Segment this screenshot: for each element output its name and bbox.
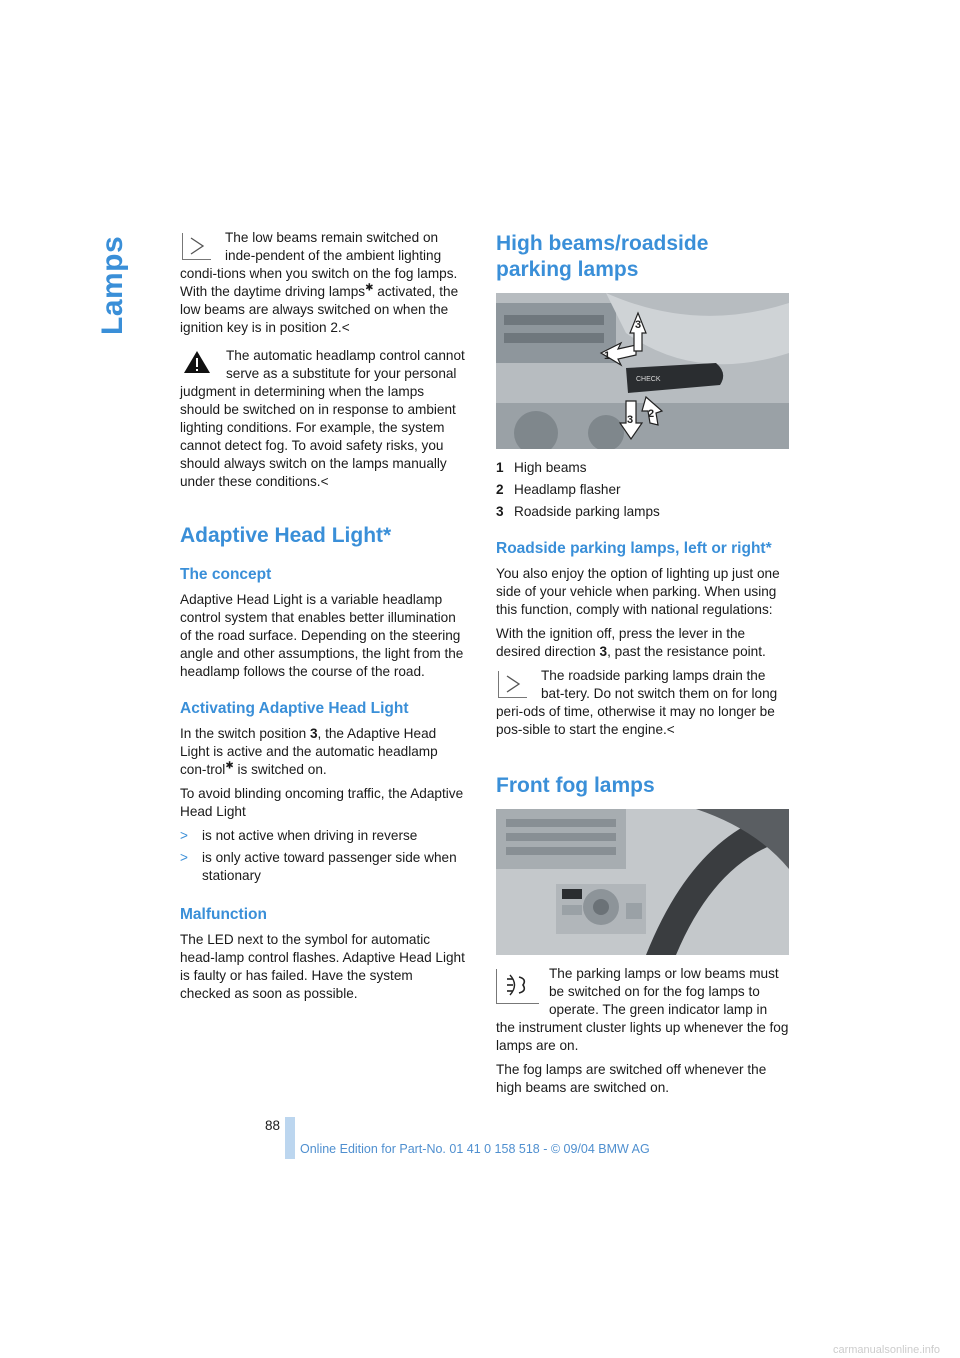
ignition-text: With the ignition off, press the lever in the desired direction 3, past the resistance point. (496, 626, 766, 659)
note-arrow-icon (182, 233, 211, 260)
fog-off-text: The fog lamps are switched off whenever the high beams are switched on. (496, 1062, 767, 1095)
heading-front-fog-lamps: Front fog lamps (496, 774, 655, 797)
online-edition-text: Online Edition for Part-No. 01 41 0 158 518 - © 09/04 BMW AG (300, 1142, 650, 1156)
page-number: 88 (264, 1118, 280, 1133)
svg-text:2: 2 (648, 408, 655, 420)
warning-text: The automatic headlamp control cannot serve as a substitute for your personal judgment in determining when the lamps should be switched on in response to ambient lighting conditions. For example, the system cannot detect fog. To avoid safety risks, you should always switch on the lamps manually under these conditions.< (180, 348, 465, 489)
left-column (180, 229, 467, 1009)
note-arrow-icon (498, 671, 527, 698)
roadside-text: You also enjoy the option of lighting up just one side of your vehicle when parking. When using this function, comply with national regulations: (496, 566, 780, 617)
svg-text:3: 3 (627, 414, 634, 426)
svg-text:CHECK: CHECK (636, 376, 661, 383)
svg-text:3: 3 (635, 319, 642, 331)
battery-note-text: The roadside parking lamps drain the bat-tery. Do not switch them on for long peri-ods of time, otherwise it may no longer be pos-sible to start the engine.< (496, 668, 778, 737)
fog-note-text: The parking lamps or low beams must be switched on for the fog lamps to operate. The green indicator lamp in the instrument cluster lights up whenever the fog lamps are on. (496, 966, 789, 1053)
watermark: carmanualsonline.info (832, 1344, 940, 1356)
legend-item: 3 Roadside parking lamps (496, 504, 660, 519)
asterisk: ✱ (225, 760, 234, 772)
bullet-item: > is only active toward passenger side when stationary (180, 850, 457, 883)
heading-adaptive-head-light: Adaptive Head Light* (180, 524, 392, 547)
svg-text:1: 1 (604, 350, 611, 362)
malfunction-text: The LED next to the symbol for automatic head-lamp control flashes. Adaptive Head Light is faulty or has failed. Have the system checked as soon as possible. (180, 932, 465, 1001)
steering-column-lever-photo (496, 293, 789, 449)
heading-roadside: Roadside parking lamps, left or right* (496, 540, 772, 557)
note-text: The low beams remain switched on inde-pendent of the ambient lighting condi-tions when you switch on the fog lamps. With the daytime driving lamps✱ activated, the low beams are always switched on when the ignition key is in position 2.< (180, 230, 459, 335)
heading-malfunction: Malfunction (180, 906, 267, 923)
activating-text: In the switch position 3, the Adaptive Head Light is active and the automatic headlamp con-trol✱ is switched on. (180, 726, 438, 777)
heading-high-beams: High beams/roadside parking lamps (496, 232, 709, 281)
concept-text: Adaptive Head Light is a variable headlamp control system that enables better illumination of the road surface. Depending on the steering angle and other assumptions, the light from the headlamp follows the course of the road. (180, 592, 464, 679)
note-block (496, 667, 789, 739)
bullet-item: > is not active when driving in reverse (180, 828, 418, 843)
warning-triangle-icon (182, 349, 212, 375)
legend-item: 1 High beams (496, 460, 587, 475)
legend-item: 2 Headlamp flasher (496, 482, 621, 497)
light-switch-photo (496, 809, 789, 955)
warning-block (180, 347, 467, 491)
heading-concept: The concept (180, 566, 272, 583)
heading-activating: Activating Adaptive Head Light (180, 700, 409, 717)
fog-note-block (496, 965, 789, 1055)
section-title: Lamps (96, 235, 129, 335)
avoid-text: To avoid blinding oncoming traffic, the Adaptive Head Light (180, 786, 464, 819)
right-column (496, 229, 789, 1103)
fog-lamp-icon (496, 969, 539, 1004)
asterisk: ✱ (365, 282, 374, 294)
note-block (180, 229, 467, 337)
